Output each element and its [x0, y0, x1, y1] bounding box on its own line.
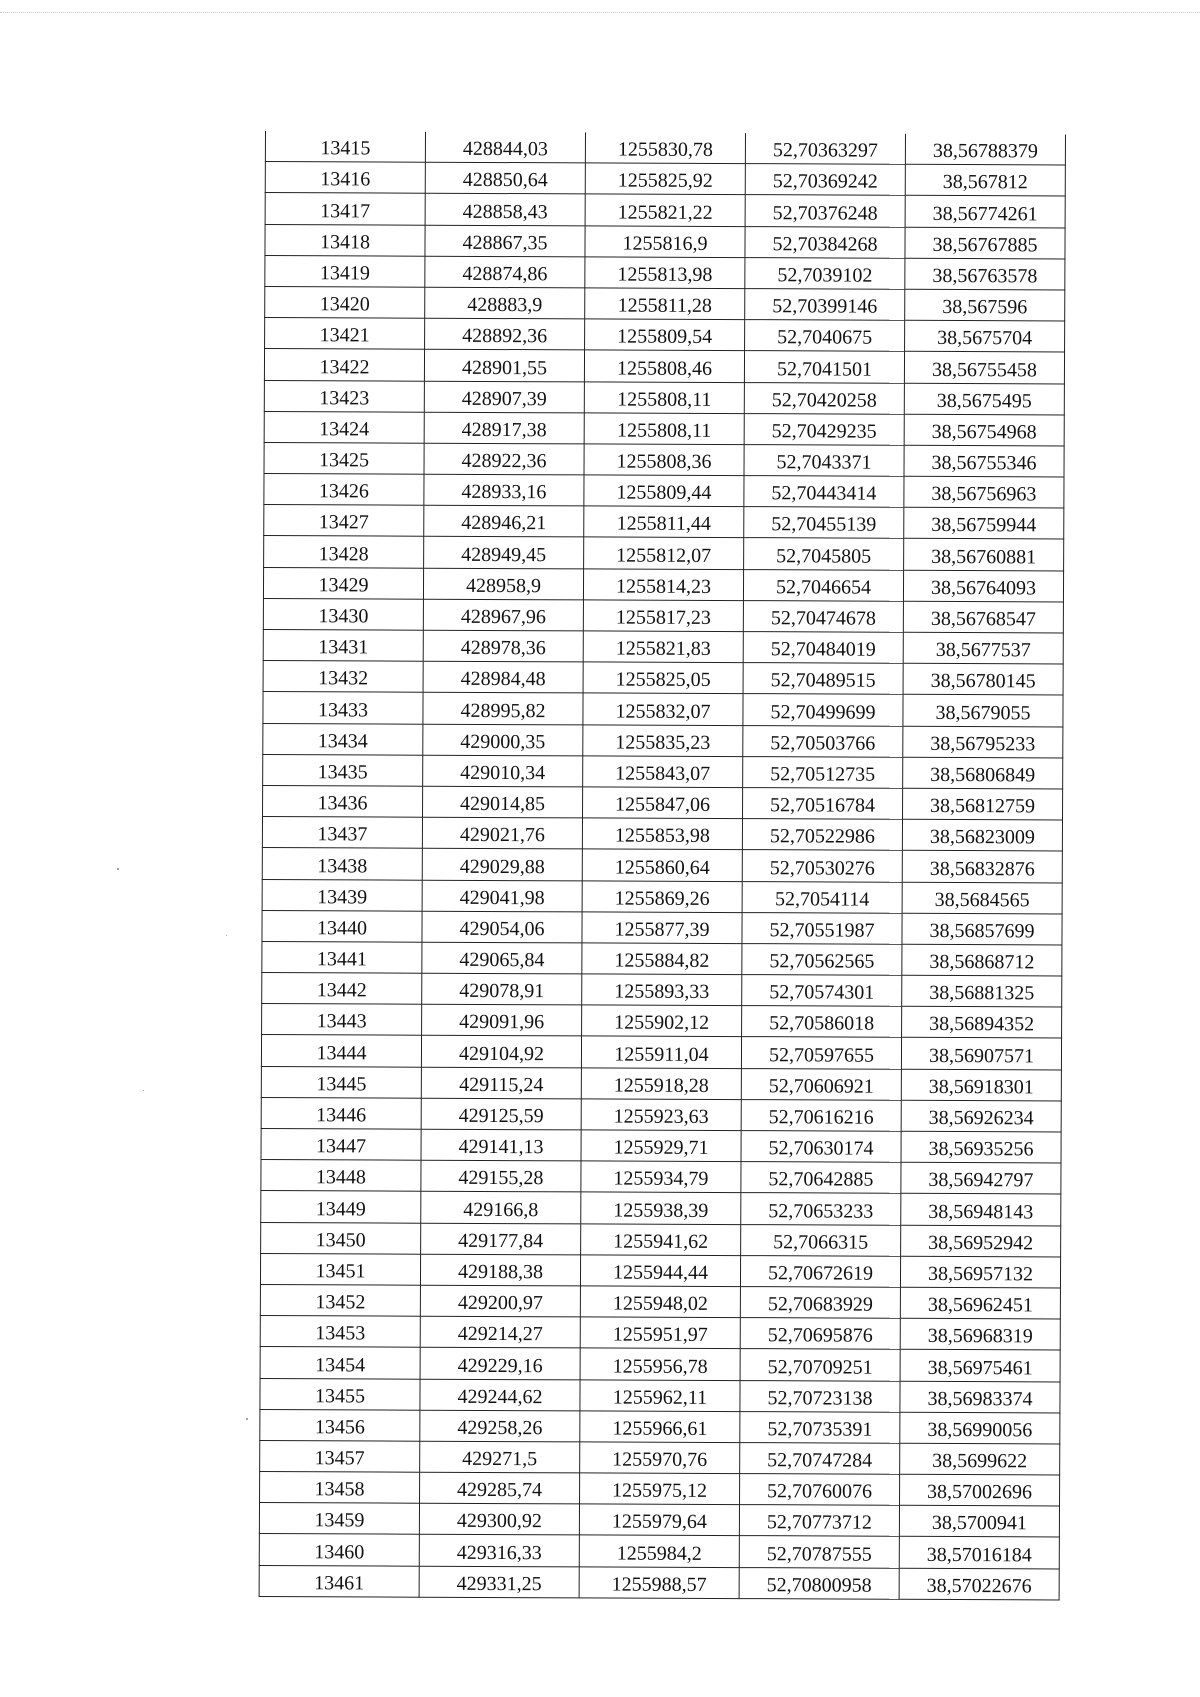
- table-row: [260, 1440, 1060, 1475]
- longitude-cell: 38,56823009: [902, 819, 1062, 851]
- point-number-cell: 13424: [264, 411, 424, 443]
- latitude-cell: 52,70773712: [739, 1505, 899, 1537]
- latitude-cell: 52,7041501: [744, 351, 904, 383]
- point-number-cell: 13458: [260, 1472, 420, 1504]
- longitude-cell: 38,56962451: [900, 1287, 1060, 1319]
- latitude-cell: 52,70709251: [740, 1349, 900, 1381]
- latitude-cell: 52,7066315: [741, 1224, 901, 1256]
- latitude-cell: 52,70616216: [741, 1099, 901, 1131]
- x-coordinate-cell: 429000,35: [423, 724, 583, 756]
- longitude-cell: 38,56975461: [900, 1350, 1060, 1382]
- latitude-cell: 52,70420258: [744, 382, 904, 414]
- x-coordinate-cell: 428946,21: [424, 505, 584, 537]
- scan-speck: [226, 935, 227, 936]
- longitude-cell: 38,56948143: [901, 1194, 1061, 1226]
- x-coordinate-cell: 428850,64: [425, 162, 585, 194]
- table-row: [262, 817, 1062, 852]
- point-number-cell: 13455: [260, 1378, 420, 1410]
- latitude-cell: 52,70586018: [742, 1006, 902, 1038]
- table-row: [262, 879, 1062, 914]
- latitude-cell: 52,70800958: [739, 1567, 899, 1599]
- latitude-cell: 52,70562565: [742, 943, 902, 975]
- longitude-cell: 38,5679055: [903, 695, 1063, 727]
- latitude-cell: 52,7039102: [745, 257, 905, 289]
- x-coordinate-cell: 429078,91: [422, 973, 582, 1005]
- y-coordinate-cell: 1255918,28: [581, 1068, 741, 1100]
- longitude-cell: 38,57022676: [899, 1568, 1059, 1600]
- table-row: [263, 785, 1063, 820]
- point-number-cell: 13456: [260, 1409, 420, 1441]
- x-coordinate-cell: 428901,55: [424, 350, 584, 382]
- x-coordinate-cell: 428984,48: [423, 661, 583, 693]
- x-coordinate-cell: 429104,92: [421, 1036, 581, 1068]
- longitude-cell: 38,57016184: [899, 1537, 1059, 1569]
- scan-speck: [246, 1418, 248, 1420]
- latitude-cell: 52,70747284: [740, 1442, 900, 1474]
- x-coordinate-cell: 429141,13: [421, 1129, 581, 1161]
- latitude-cell: 52,70499699: [743, 694, 903, 726]
- y-coordinate-cell: 1255966,61: [580, 1411, 740, 1443]
- y-coordinate-cell: 1255988,57: [579, 1567, 739, 1599]
- table-row: [260, 1409, 1060, 1444]
- table-row: [259, 1565, 1059, 1600]
- table-row: [263, 692, 1063, 727]
- table-row: [261, 1128, 1061, 1163]
- x-coordinate-cell: 428883,9: [425, 287, 585, 319]
- latitude-cell: 52,70363297: [745, 133, 905, 164]
- x-coordinate-cell: 429316,33: [419, 1535, 579, 1567]
- point-number-cell: 13451: [260, 1253, 420, 1285]
- y-coordinate-cell: 1255923,63: [581, 1099, 741, 1131]
- x-coordinate-cell: 428967,96: [423, 599, 583, 631]
- scan-speck: [117, 868, 119, 870]
- y-coordinate-cell: 1255860,64: [582, 849, 742, 881]
- latitude-cell: 52,7045805: [744, 538, 904, 570]
- latitude-cell: 52,7046654: [743, 569, 903, 601]
- longitude-cell: 38,56881325: [902, 975, 1062, 1007]
- x-coordinate-cell: 428922,36: [424, 443, 584, 475]
- y-coordinate-cell: 1255948,02: [580, 1286, 740, 1318]
- latitude-cell: 52,70530276: [742, 850, 902, 882]
- x-coordinate-cell: 429188,38: [420, 1254, 580, 1286]
- longitude-cell: 38,56957132: [900, 1256, 1060, 1288]
- x-coordinate-cell: 429271,5: [420, 1441, 580, 1473]
- longitude-cell: 38,56759944: [904, 508, 1064, 540]
- point-number-cell: 13453: [260, 1316, 420, 1348]
- table-row: [263, 723, 1063, 758]
- y-coordinate-cell: 1255809,44: [584, 475, 744, 507]
- y-coordinate-cell: 1255825,92: [585, 163, 745, 195]
- point-number-cell: 13445: [261, 1066, 421, 1098]
- table-row: [265, 318, 1065, 353]
- x-coordinate-cell: 429021,76: [422, 817, 582, 849]
- y-coordinate-cell: 1255951,97: [580, 1317, 740, 1349]
- longitude-cell: 38,5699622: [900, 1443, 1060, 1475]
- latitude-cell: 52,70522986: [742, 819, 902, 851]
- point-number-cell: 13427: [264, 505, 424, 537]
- y-coordinate-cell: 1255817,23: [583, 600, 743, 632]
- y-coordinate-cell: 1255811,44: [584, 506, 744, 538]
- y-coordinate-cell: 1255808,36: [584, 444, 744, 476]
- latitude-cell: 52,70484019: [743, 632, 903, 664]
- longitude-cell: 38,56780145: [903, 663, 1063, 695]
- table-row: [263, 661, 1063, 696]
- x-coordinate-cell: 428978,36: [423, 630, 583, 662]
- table-row: [264, 536, 1064, 571]
- latitude-cell: 52,70735391: [740, 1411, 900, 1443]
- table-row: [261, 1035, 1061, 1070]
- point-number-cell: 13446: [261, 1097, 421, 1129]
- table-row: [264, 349, 1064, 384]
- point-number-cell: 13417: [265, 193, 425, 225]
- longitude-cell: 38,56806849: [903, 757, 1063, 789]
- table-row: [263, 629, 1063, 664]
- scan-top-dotted-line: [0, 12, 1200, 13]
- x-coordinate-cell: 428933,16: [424, 474, 584, 506]
- y-coordinate-cell: 1255808,11: [584, 413, 744, 445]
- longitude-cell: 38,56952942: [901, 1225, 1061, 1257]
- x-coordinate-cell: 429041,98: [422, 880, 582, 912]
- point-number-cell: 13449: [261, 1191, 421, 1223]
- table-row: [262, 910, 1062, 945]
- point-number-cell: 13415: [265, 131, 425, 162]
- longitude-cell: 38,56990056: [900, 1412, 1060, 1444]
- table-row: [264, 380, 1064, 415]
- latitude-cell: 52,70672619: [740, 1255, 900, 1287]
- longitude-cell: 38,5675704: [905, 320, 1065, 352]
- point-number-cell: 13441: [262, 941, 422, 973]
- latitude-cell: 52,70695876: [740, 1318, 900, 1350]
- table-row: [260, 1347, 1060, 1382]
- x-coordinate-cell: 429166,8: [421, 1192, 581, 1224]
- point-number-cell: 13457: [260, 1440, 420, 1472]
- latitude-cell: 52,70574301: [742, 975, 902, 1007]
- point-number-cell: 13450: [261, 1222, 421, 1254]
- x-coordinate-cell: 429029,88: [422, 849, 582, 881]
- latitude-cell: 52,70516784: [743, 788, 903, 820]
- longitude-cell: 38,56795233: [903, 726, 1063, 758]
- point-number-cell: 13435: [263, 754, 423, 786]
- latitude-cell: 52,70723138: [740, 1380, 900, 1412]
- x-coordinate-cell: 429214,27: [420, 1316, 580, 1348]
- y-coordinate-cell: 1255970,76: [580, 1442, 740, 1474]
- table-row: [260, 1472, 1060, 1507]
- longitude-cell: 38,5684565: [902, 882, 1062, 914]
- longitude-cell: 38,56894352: [902, 1007, 1062, 1039]
- x-coordinate-cell: 428867,35: [425, 225, 585, 257]
- y-coordinate-cell: 1255808,46: [584, 350, 744, 382]
- point-number-cell: 13425: [264, 442, 424, 474]
- point-number-cell: 13428: [264, 536, 424, 568]
- y-coordinate-cell: 1255984,2: [579, 1535, 739, 1567]
- y-coordinate-cell: 1255814,23: [583, 569, 743, 601]
- longitude-cell: 38,56868712: [902, 944, 1062, 976]
- table-row: [260, 1253, 1060, 1288]
- latitude-cell: 52,70376248: [745, 195, 905, 227]
- point-number-cell: 13447: [261, 1128, 421, 1160]
- y-coordinate-cell: 1255843,07: [583, 756, 743, 788]
- longitude-cell: 38,56926234: [901, 1100, 1061, 1132]
- latitude-cell: 52,70606921: [741, 1068, 901, 1100]
- x-coordinate-cell: 429065,84: [422, 942, 582, 974]
- longitude-cell: 38,56754968: [904, 414, 1064, 446]
- longitude-cell: 38,56767885: [905, 227, 1065, 259]
- x-coordinate-cell: 429125,59: [421, 1098, 581, 1130]
- table-row: [265, 286, 1065, 321]
- point-number-cell: 13430: [263, 598, 423, 630]
- x-coordinate-cell: 428917,38: [424, 412, 584, 444]
- y-coordinate-cell: 1255944,44: [580, 1255, 740, 1287]
- scan-speck: [143, 1090, 144, 1091]
- table-row: [259, 1503, 1059, 1538]
- table-row: [260, 1316, 1060, 1351]
- latitude-cell: 52,70760076: [740, 1474, 900, 1506]
- y-coordinate-cell: 1255979,64: [579, 1504, 739, 1536]
- x-coordinate-cell: 428892,36: [425, 318, 585, 350]
- point-number-cell: 13459: [259, 1503, 419, 1535]
- table-row: [263, 598, 1063, 633]
- table-row: [264, 474, 1064, 509]
- y-coordinate-cell: 1255825,05: [583, 662, 743, 694]
- point-number-cell: 13426: [264, 474, 424, 506]
- longitude-cell: 38,56907571: [901, 1038, 1061, 1070]
- y-coordinate-cell: 1255830,78: [585, 132, 745, 163]
- point-number-cell: 13416: [265, 162, 425, 194]
- latitude-cell: 52,70512735: [743, 756, 903, 788]
- point-number-cell: 13421: [265, 318, 425, 350]
- x-coordinate-cell: 429285,74: [420, 1472, 580, 1504]
- x-coordinate-cell: 429258,26: [420, 1410, 580, 1442]
- table-row: [261, 1097, 1061, 1132]
- point-number-cell: 13438: [262, 848, 422, 880]
- longitude-cell: 38,56918301: [901, 1069, 1061, 1101]
- table-row: [265, 224, 1065, 259]
- longitude-cell: 38,56968319: [900, 1318, 1060, 1350]
- point-number-cell: 13452: [260, 1284, 420, 1316]
- x-coordinate-cell: 428844,03: [425, 132, 585, 163]
- x-coordinate-cell: 429177,84: [421, 1223, 581, 1255]
- latitude-cell: 52,70474678: [743, 600, 903, 632]
- point-number-cell: 13454: [260, 1347, 420, 1379]
- latitude-cell: 52,7043371: [744, 444, 904, 476]
- point-number-cell: 13429: [263, 567, 423, 599]
- latitude-cell: 52,70443414: [744, 476, 904, 508]
- x-coordinate-cell: 429115,24: [421, 1067, 581, 1099]
- latitude-cell: 52,70369242: [745, 164, 905, 196]
- table-row: [265, 162, 1065, 197]
- latitude-cell: 52,70630174: [741, 1131, 901, 1163]
- x-coordinate-cell: 429155,28: [421, 1160, 581, 1192]
- latitude-cell: 52,7054114: [742, 881, 902, 913]
- x-coordinate-cell: 429229,16: [420, 1348, 580, 1380]
- table-row: [264, 505, 1064, 540]
- longitude-cell: 38,56755458: [904, 352, 1064, 384]
- point-number-cell: 13444: [261, 1035, 421, 1067]
- y-coordinate-cell: 1255835,23: [583, 724, 743, 756]
- point-number-cell: 13423: [264, 380, 424, 412]
- y-coordinate-cell: 1255877,39: [582, 912, 742, 944]
- y-coordinate-cell: 1255853,98: [582, 818, 742, 850]
- point-number-cell: 13418: [265, 224, 425, 256]
- longitude-cell: 38,56764093: [903, 570, 1063, 602]
- table-row: [262, 848, 1062, 883]
- table-row: [262, 973, 1062, 1008]
- table-row: [264, 411, 1064, 446]
- x-coordinate-cell: 428858,43: [425, 194, 585, 226]
- latitude-cell: 52,70597655: [741, 1037, 901, 1069]
- y-coordinate-cell: 1255832,07: [583, 693, 743, 725]
- table-row: [260, 1378, 1060, 1413]
- point-number-cell: 13422: [264, 349, 424, 381]
- y-coordinate-cell: 1255938,39: [581, 1192, 741, 1224]
- x-coordinate-cell: 428949,45: [424, 537, 584, 569]
- longitude-cell: 38,56788379: [905, 134, 1065, 165]
- table-row: [265, 131, 1065, 165]
- longitude-cell: 38,56756963: [904, 476, 1064, 508]
- y-coordinate-cell: 1255956,78: [580, 1348, 740, 1380]
- table-row: [262, 941, 1062, 976]
- table-row: [260, 1284, 1060, 1319]
- table-row: [262, 1004, 1062, 1039]
- point-number-cell: 13443: [262, 1004, 422, 1036]
- longitude-cell: 38,56763578: [905, 258, 1065, 290]
- point-number-cell: 13433: [263, 692, 423, 724]
- y-coordinate-cell: 1255934,79: [581, 1161, 741, 1193]
- longitude-cell: 38,56812759: [903, 788, 1063, 820]
- y-coordinate-cell: 1255962,11: [580, 1379, 740, 1411]
- y-coordinate-cell: 1255869,26: [582, 880, 742, 912]
- y-coordinate-cell: 1255847,06: [583, 787, 743, 819]
- table-row: [265, 255, 1065, 290]
- y-coordinate-cell: 1255884,82: [582, 943, 742, 975]
- table-row: [259, 1534, 1059, 1569]
- point-number-cell: 13440: [262, 910, 422, 942]
- latitude-cell: 52,70551987: [742, 912, 902, 944]
- point-number-cell: 13434: [263, 723, 423, 755]
- longitude-cell: 38,56942797: [901, 1162, 1061, 1194]
- latitude-cell: 52,7040675: [745, 320, 905, 352]
- x-coordinate-cell: 429331,25: [419, 1566, 579, 1598]
- latitude-cell: 52,70489515: [743, 663, 903, 695]
- latitude-cell: 52,70653233: [741, 1193, 901, 1225]
- latitude-cell: 52,70642885: [741, 1162, 901, 1194]
- longitude-cell: 38,567596: [905, 289, 1065, 321]
- point-number-cell: 13431: [263, 629, 423, 661]
- latitude-cell: 52,70787555: [739, 1536, 899, 1568]
- point-number-cell: 13442: [262, 973, 422, 1005]
- y-coordinate-cell: 1255929,71: [581, 1130, 741, 1162]
- table-row: [261, 1066, 1061, 1101]
- table-row: [261, 1191, 1061, 1226]
- latitude-cell: 52,70399146: [745, 289, 905, 321]
- longitude-cell: 38,56760881: [904, 539, 1064, 571]
- longitude-cell: 38,56832876: [902, 851, 1062, 883]
- point-number-cell: 13420: [265, 286, 425, 318]
- x-coordinate-cell: 428995,82: [423, 693, 583, 725]
- point-number-cell: 13432: [263, 661, 423, 693]
- x-coordinate-cell: 429300,92: [419, 1503, 579, 1535]
- latitude-cell: 52,70384268: [745, 226, 905, 258]
- y-coordinate-cell: 1255809,54: [585, 319, 745, 351]
- y-coordinate-cell: 1255893,33: [582, 974, 742, 1006]
- x-coordinate-cell: 429244,62: [420, 1379, 580, 1411]
- table-row: [261, 1222, 1061, 1257]
- longitude-cell: 38,56768547: [903, 601, 1063, 633]
- y-coordinate-cell: 1255975,12: [580, 1473, 740, 1505]
- point-number-cell: 13439: [262, 879, 422, 911]
- table-row: [261, 1160, 1061, 1195]
- point-number-cell: 13460: [259, 1534, 419, 1566]
- x-coordinate-cell: 428874,86: [425, 256, 585, 288]
- longitude-cell: 38,567812: [905, 164, 1065, 196]
- point-number-cell: 13436: [263, 785, 423, 817]
- longitude-cell: 38,56935256: [901, 1131, 1061, 1163]
- table-row: [263, 754, 1063, 789]
- coordinates-table-body: [259, 131, 1065, 1600]
- longitude-cell: 38,5700941: [899, 1506, 1059, 1538]
- x-coordinate-cell: 429091,96: [422, 1004, 582, 1036]
- latitude-cell: 52,70683929: [740, 1287, 900, 1319]
- point-number-cell: 13448: [261, 1160, 421, 1192]
- table-row: [263, 567, 1063, 602]
- longitude-cell: 38,56774261: [905, 196, 1065, 228]
- x-coordinate-cell: 429200,97: [420, 1285, 580, 1317]
- y-coordinate-cell: 1255941,62: [581, 1223, 741, 1255]
- latitude-cell: 52,70455139: [744, 507, 904, 539]
- y-coordinate-cell: 1255911,04: [581, 1036, 741, 1068]
- longitude-cell: 38,5677537: [903, 632, 1063, 664]
- longitude-cell: 38,5675495: [904, 383, 1064, 415]
- y-coordinate-cell: 1255812,07: [584, 537, 744, 569]
- x-coordinate-cell: 429014,85: [423, 786, 583, 818]
- latitude-cell: 52,70429235: [744, 413, 904, 445]
- longitude-cell: 38,57002696: [900, 1474, 1060, 1506]
- y-coordinate-cell: 1255808,11: [584, 381, 744, 413]
- coordinates-table: [259, 131, 1066, 1600]
- longitude-cell: 38,56983374: [900, 1381, 1060, 1413]
- x-coordinate-cell: 428907,39: [424, 381, 584, 413]
- longitude-cell: 38,56857699: [902, 913, 1062, 945]
- y-coordinate-cell: 1255902,12: [582, 1005, 742, 1037]
- point-number-cell: 13461: [259, 1565, 419, 1597]
- latitude-cell: 52,70503766: [743, 725, 903, 757]
- point-number-cell: 13419: [265, 255, 425, 287]
- table-row: [264, 442, 1064, 477]
- y-coordinate-cell: 1255821,22: [585, 194, 745, 226]
- table-row: [265, 193, 1065, 228]
- coordinates-table-container: [259, 131, 1065, 1600]
- y-coordinate-cell: 1255811,28: [585, 288, 745, 320]
- y-coordinate-cell: 1255813,98: [585, 257, 745, 289]
- x-coordinate-cell: 429010,34: [423, 755, 583, 787]
- x-coordinate-cell: 429054,06: [422, 911, 582, 943]
- longitude-cell: 38,56755346: [904, 445, 1064, 477]
- y-coordinate-cell: 1255821,83: [583, 631, 743, 663]
- x-coordinate-cell: 428958,9: [423, 568, 583, 600]
- y-coordinate-cell: 1255816,9: [585, 225, 745, 257]
- point-number-cell: 13437: [262, 817, 422, 849]
